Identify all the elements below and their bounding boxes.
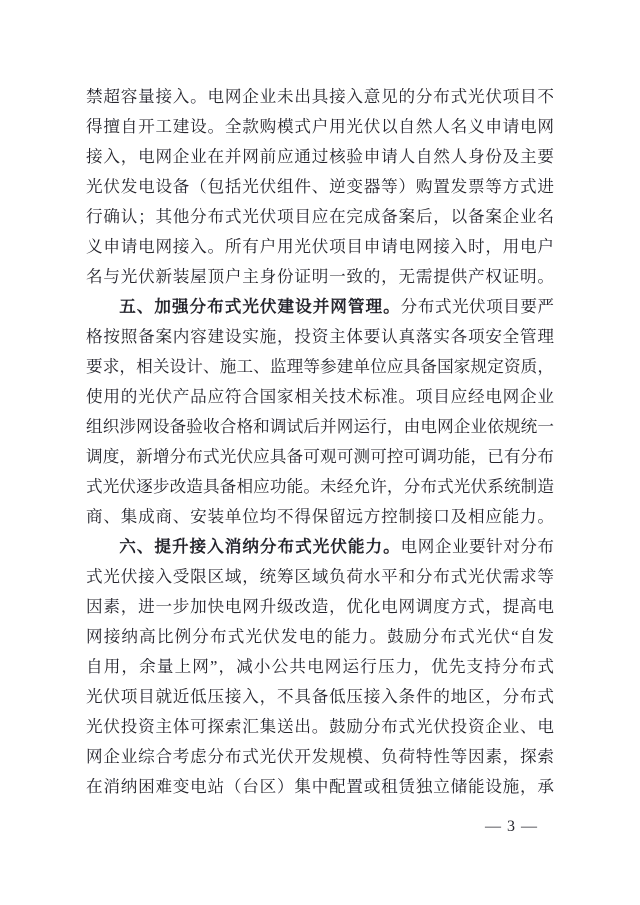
heading-line-rest-text: 电网企业要针对分布 bbox=[400, 537, 555, 556]
page-number: — 3 — bbox=[485, 818, 538, 835]
text-line: 义申请电网接入。所有户用光伏项目申请电网接入时，用电户 bbox=[86, 237, 554, 256]
text-line: 名与光伏新装屋顶户主身份证明一致的，无需提供产权证明。 bbox=[86, 267, 554, 286]
paragraph-first-line bbox=[86, 292, 554, 322]
text-line: 因素，进一步加快电网升级改造，优化电网调度方式，提高电 bbox=[86, 597, 554, 616]
text-line: 格按照备案内容建设实施，投资主体要认真落实各项安全管理 bbox=[86, 327, 554, 346]
text-line: 行确认；其他分布式光伏项目应在完成备案后，以备案企业名 bbox=[86, 207, 554, 226]
text-line: 光伏投资主体可探索汇集送出。鼓励分布式光伏投资企业、电 bbox=[86, 717, 554, 736]
text-line: 网接纳高比例分布式光伏发电的能力。鼓励分布式光伏“自发 bbox=[86, 627, 554, 646]
text-line: 要求，相关设计、施工、监理等参建单位应具备国家规定资质， bbox=[86, 357, 554, 376]
text-line: 自用，余量上网”，减小公共电网运行压力，优先支持分布式 bbox=[86, 657, 554, 676]
section-heading: 六、提升接入消纳分布式光伏能力。 bbox=[119, 537, 401, 556]
text-line: 式光伏逐步改造具备相应功能。未经允许，分布式光伏系统制造 bbox=[86, 477, 554, 496]
text-line: 调度，新增分布式光伏应具备可观可测可控可调功能，已有分布 bbox=[86, 447, 554, 466]
text-line: 光伏项目就近低压接入，不具备低压接入条件的地区，分布式 bbox=[86, 687, 554, 706]
text-line: 在消纳困难变电站（台区）集中配置或租赁独立储能设施，承 bbox=[86, 777, 554, 796]
text-line: 式光伏接入受限区域，统筹区域负荷水平和分布式光伏需求等 bbox=[86, 567, 554, 586]
paragraph-first-line bbox=[86, 532, 554, 562]
text-line: 得擅自开工建设。全款购模式户用光伏以自然人名义申请电网 bbox=[86, 117, 554, 136]
paragraph bbox=[86, 292, 554, 532]
text-line: 禁超容量接入。电网企业未出具接入意见的分布式光伏项目不 bbox=[86, 87, 554, 106]
text-line: 光伏发电设备（包括光伏组件、逆变器等）购置发票等方式进 bbox=[86, 177, 554, 196]
text-line: 商、集成商、安装单位均不得保留远方控制接口及相应能力。 bbox=[86, 507, 554, 526]
paragraph bbox=[86, 532, 554, 802]
section-heading: 五、加强分布式光伏建设并网管理。 bbox=[119, 297, 401, 316]
document-body bbox=[86, 82, 554, 802]
text-line: 接入，电网企业在并网前应通过核验申请人自然人身份及主要 bbox=[86, 147, 554, 166]
text-line: 网企业综合考虑分布式光伏开发规模、负荷特性等因素，探索 bbox=[86, 747, 554, 766]
text-line: 组织涉网设备验收合格和调试后并网运行，由电网企业依规统一 bbox=[86, 417, 554, 436]
text-line: 使用的光伏产品应符合国家相关技术标准。项目应经电网企业 bbox=[86, 387, 554, 406]
paragraph bbox=[86, 82, 554, 292]
heading-line-rest-text: 分布式光伏项目要严 bbox=[400, 297, 555, 316]
